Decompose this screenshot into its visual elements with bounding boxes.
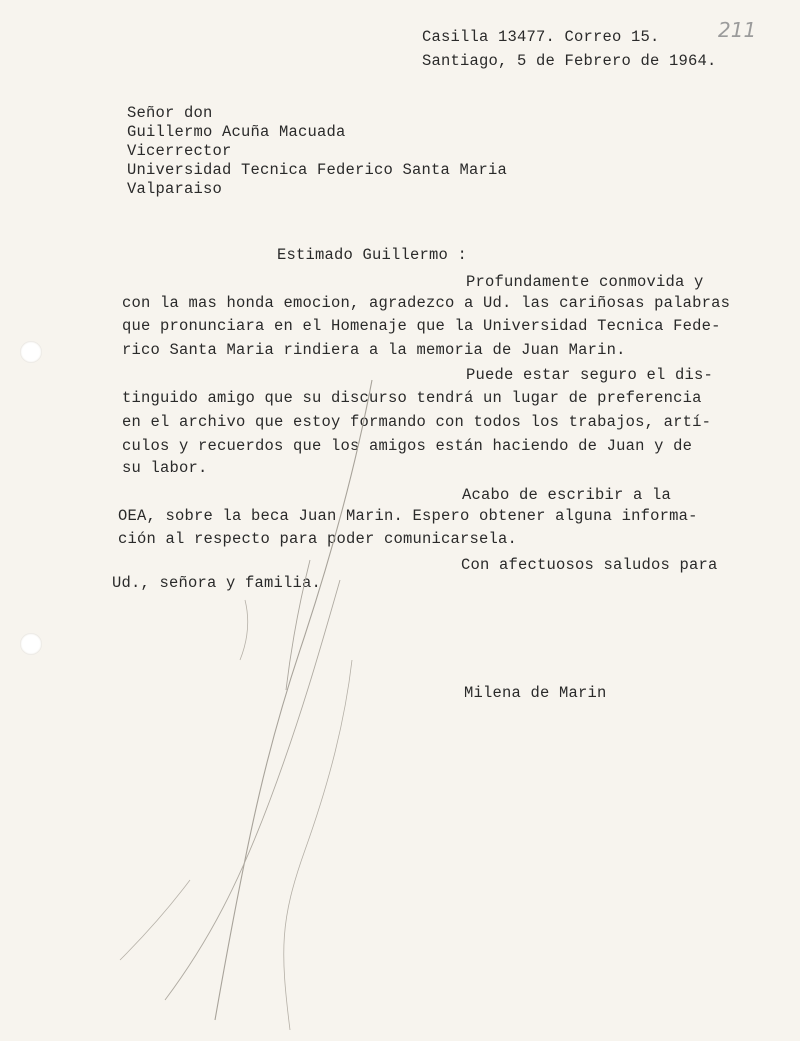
recipient-line: Guillermo Acuña Macuada — [127, 123, 346, 141]
body-line: Acabo de escribir a la — [462, 486, 672, 504]
signature: Milena de Marin — [464, 684, 607, 702]
place-date: Santiago, 5 de Febrero de 1964. — [422, 52, 717, 70]
body-line: Ud., señora y familia. — [112, 574, 322, 592]
body-line: ción al respecto para poder comunicarsela. — [118, 530, 518, 548]
sender-address: Casilla 13477. Correo 15. — [422, 28, 660, 46]
body-line: con la mas honda emocion, agradezco a Ud. las cariñosas palabras — [122, 294, 731, 312]
body-line: Profundamente conmovida y — [466, 273, 704, 291]
archive-number: 211 — [718, 18, 757, 42]
body-line: rico Santa Maria rindiera a la memoria de Juan Marin. — [122, 341, 626, 359]
body-line: que pronunciara en el Homenaje que la Universidad Tecnica Fede- — [122, 317, 721, 335]
body-line: Puede estar seguro el dis- — [466, 366, 714, 384]
recipient-line: Señor don — [127, 104, 213, 122]
recipient-line: Valparaiso — [127, 180, 223, 198]
recipient-line: Vicerrector — [127, 142, 232, 160]
recipient-line: Universidad Tecnica Federico Santa Maria — [127, 161, 508, 179]
body-line: su labor. — [122, 459, 208, 477]
body-line: Con afectuosos saludos para — [461, 556, 718, 574]
body-line: en el archivo que estoy formando con todos los trabajos, artí- — [122, 413, 712, 431]
body-line: culos y recuerdos que los amigos están haciendo de Juan y de — [122, 437, 693, 455]
salutation: Estimado Guillermo : — [277, 246, 468, 264]
body-line: tinguido amigo que su discurso tendrá un lugar de preferencia — [122, 389, 702, 407]
body-line: OEA, sobre la beca Juan Marin. Espero obtener alguna informa- — [118, 507, 698, 525]
